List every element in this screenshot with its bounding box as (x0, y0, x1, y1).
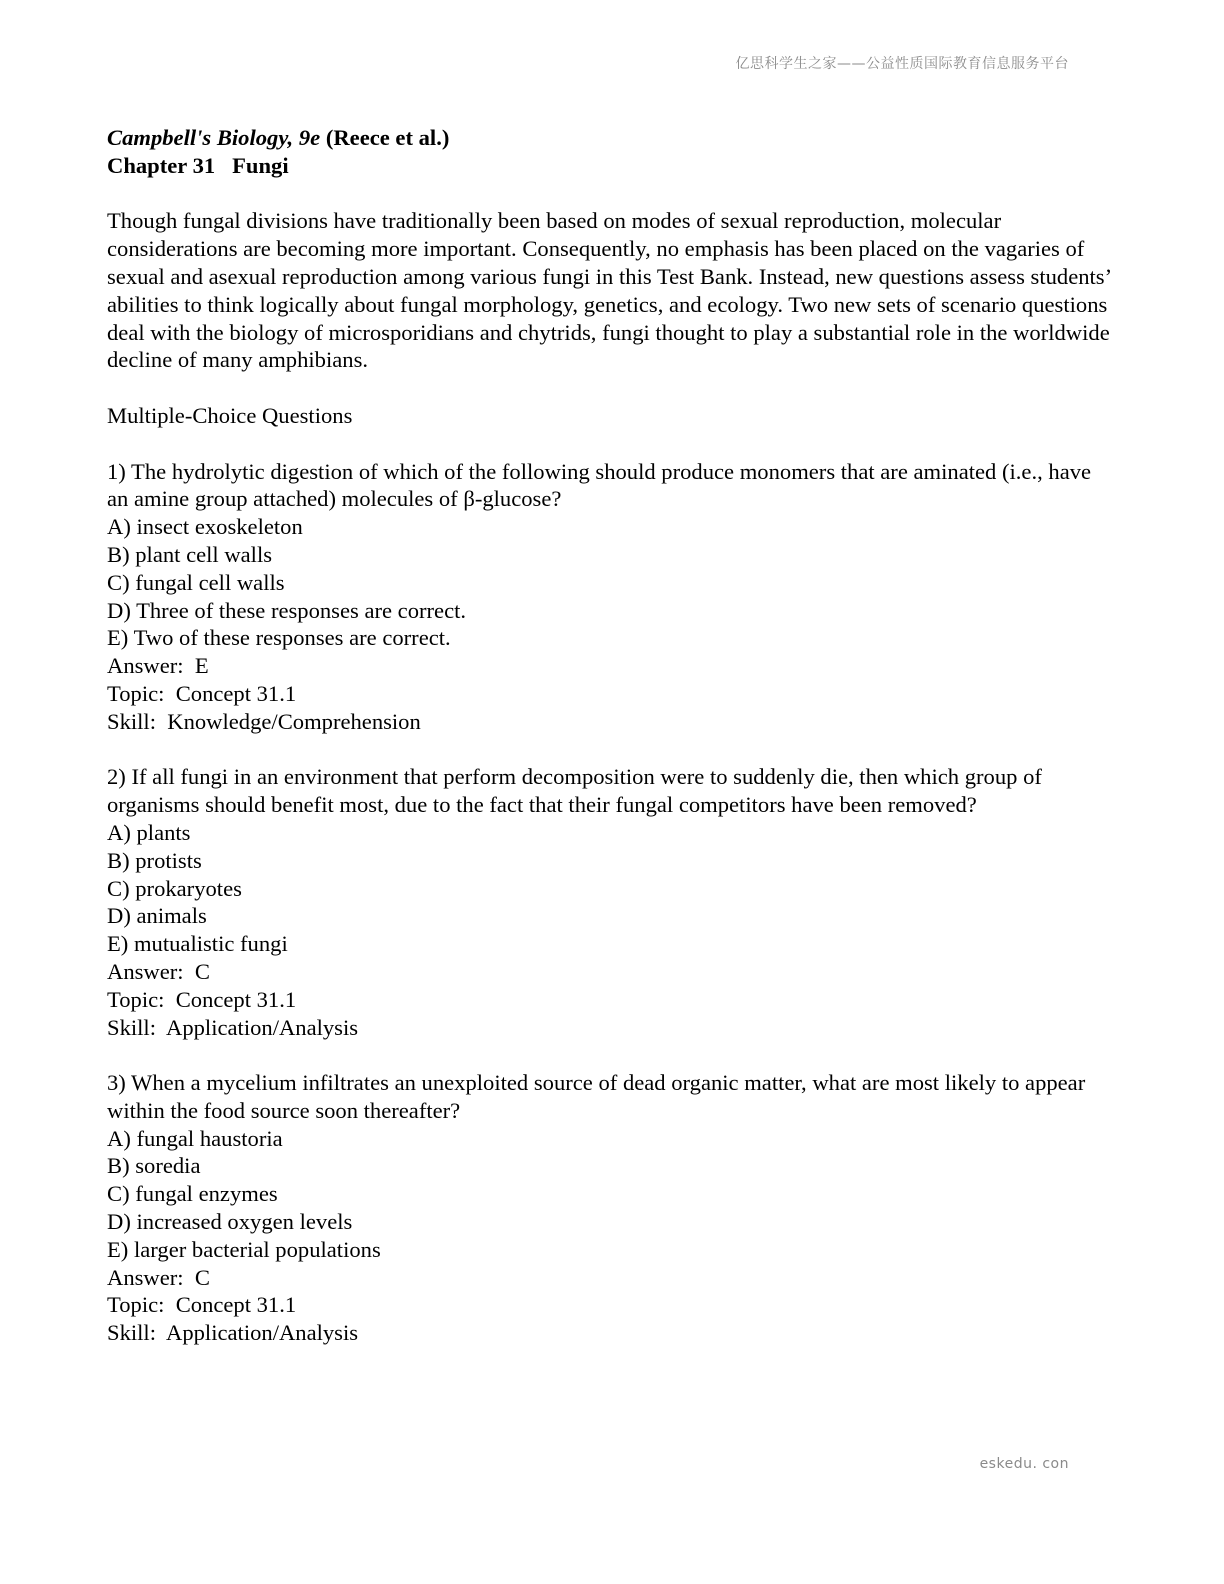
answer-key: Answer: C (107, 1264, 210, 1290)
answer-option: B) protists (107, 847, 202, 873)
intro-paragraph: Though fungal divisions have traditionally been based on modes of sexual reproduction, molecular considerations are becoming more important. Consequently, no emphasis has been placed on the vagaries of sexual and asexual reproduction among various fungi in this Test Bank. Instead, new questions assess students’ abilities to think logically about fungal morphology, genetics, and ecology. Two new sets of scenario questions deal with the biology of microsporidians and chytrids, fungi thought to play a substantial role in the worldwide decline of many amphibians. (107, 208, 1111, 373)
book-title: Campbell's Biology, 9e (107, 125, 321, 150)
question-stem: 2) If all fungi in an environment that perform decomposition were to suddenly die, then which group of organisms should benefit most, due to the fact that their fungal competitors have been removed? (107, 764, 1042, 818)
question-1 (107, 458, 1117, 736)
answer-option: A) fungal haustoria (107, 1125, 283, 1151)
answer-option: A) plants (107, 819, 191, 845)
answer-option: E) Two of these responses are correct. (107, 625, 451, 651)
skill-line: Skill: Application/Analysis (107, 1014, 359, 1040)
answer-option: C) prokaryotes (107, 875, 242, 901)
spacer (107, 736, 1117, 764)
answer-option: A) insect exoskeleton (107, 514, 303, 540)
book-title-line (107, 124, 1117, 152)
answer-option: C) fungal cell walls (107, 569, 285, 595)
topic-line: Topic: Concept 31.1 (107, 986, 297, 1012)
question-stem: 1) The hydrolytic digestion of which of the following should produce monomers that are aminated (i.e., have an amine group attached) molecules of β-glucose? (107, 458, 1092, 512)
answer-key: Answer: E (107, 653, 209, 679)
skill-line: Skill: Knowledge/Comprehension (107, 708, 421, 734)
topic-line: Topic: Concept 31.1 (107, 680, 297, 706)
answer-key: Answer: C (107, 958, 210, 984)
answer-option: D) Three of these responses are correct. (107, 597, 467, 623)
chapter-title: Chapter 31 Fungi (107, 152, 289, 178)
answer-option: D) increased oxygen levels (107, 1209, 353, 1235)
spacer (107, 430, 1117, 458)
spacer (107, 374, 1117, 402)
answer-option: E) larger bacterial populations (107, 1236, 381, 1262)
skill-line: Skill: Application/Analysis (107, 1320, 359, 1346)
question-stem: 3) When a mycelium infiltrates an unexploited source of dead organic matter, what are most likely to appear within the food source soon thereafter? (107, 1070, 1086, 1123)
answer-option: D) animals (107, 903, 207, 929)
answer-option: C) fungal enzymes (107, 1181, 278, 1207)
spacer (107, 180, 1117, 208)
header-watermark: 亿思科学生之家——公益性质国际教育信息服务平台 (735, 56, 1069, 72)
document-body (107, 124, 1117, 1347)
answer-option: E) mutualistic fungi (107, 931, 288, 957)
spacer (107, 1041, 1117, 1069)
footer-watermark: eskedu. con (979, 1456, 1069, 1472)
answer-option: B) plant cell walls (107, 541, 273, 567)
answer-option: B) soredia (107, 1153, 201, 1179)
section-heading: Multiple-Choice Questions (107, 402, 353, 428)
topic-line: Topic: Concept 31.1 (107, 1292, 297, 1318)
question-3 (107, 1069, 1117, 1347)
book-authors: (Reece et al.) (320, 125, 450, 150)
question-2 (107, 763, 1117, 1041)
